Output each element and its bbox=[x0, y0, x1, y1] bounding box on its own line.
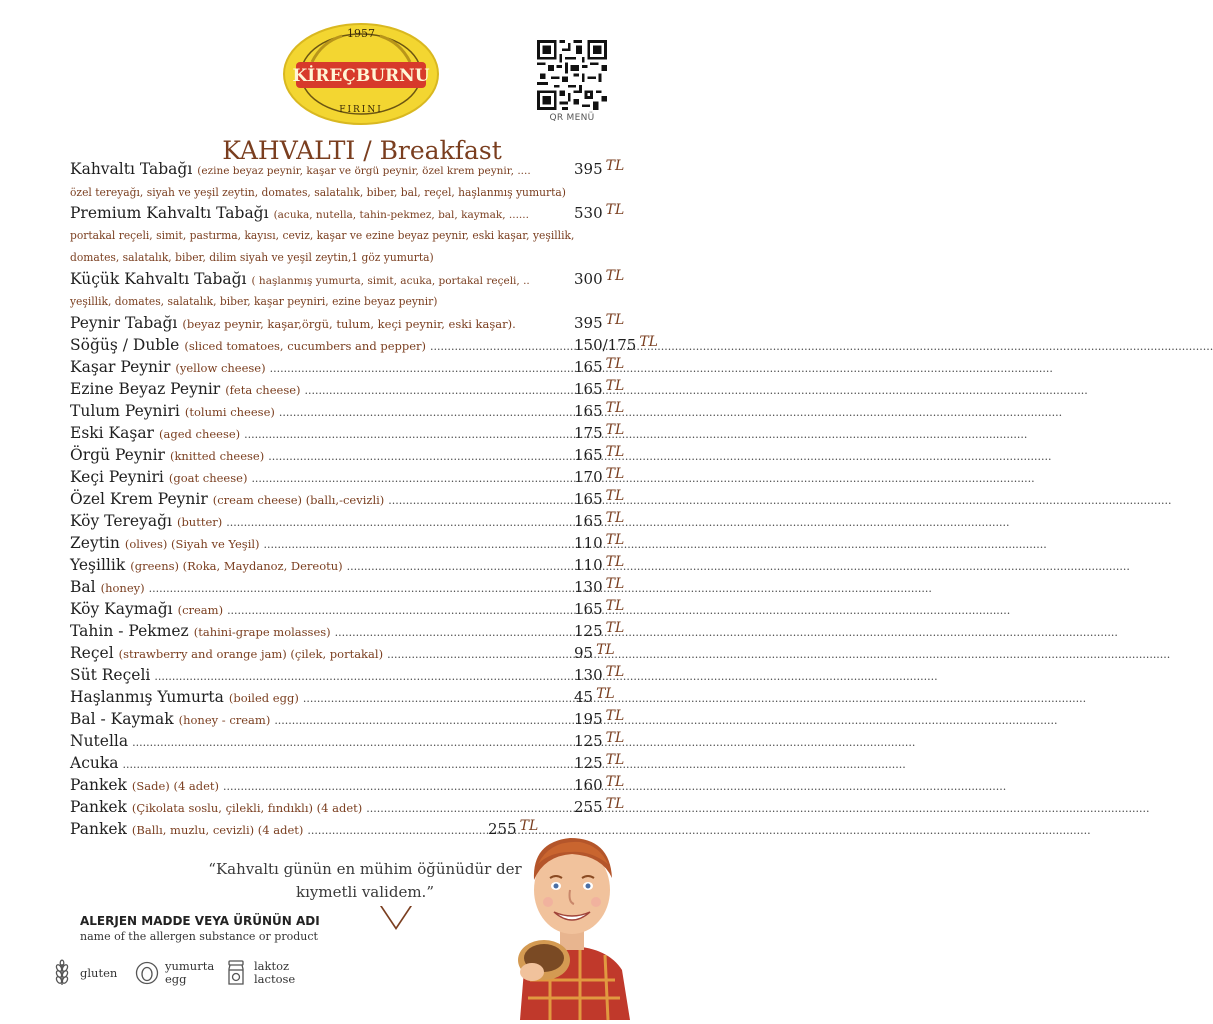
menu-item bbox=[70, 710, 670, 732]
menu-item bbox=[70, 776, 670, 798]
item-name: Zeytin bbox=[70, 534, 120, 552]
item-desc: (beyaz peynir, kaşar,örgü, tulum, keçi peynir, eski kaşar). bbox=[182, 317, 516, 331]
item-price: 125 TL bbox=[574, 752, 625, 772]
dot-leader bbox=[430, 340, 562, 353]
item-price: 530 TL bbox=[574, 202, 625, 222]
allergen-label: gluten bbox=[80, 965, 118, 980]
allergen-gluten bbox=[50, 960, 117, 986]
allergen-title: ALERJEN MADDE VEYA ÜRÜNÜN ADI bbox=[80, 914, 320, 928]
item-price: 175 TL bbox=[574, 422, 625, 442]
allergen-label-en: lactose bbox=[254, 972, 296, 986]
item-name: Köy Tereyağı bbox=[70, 512, 172, 530]
item-name: Ezine Beyaz Peynir bbox=[70, 380, 221, 398]
dot-leader bbox=[270, 362, 562, 375]
page-title: KAHVALTI / Breakfast bbox=[222, 136, 502, 165]
logo-sub: FIRINI bbox=[339, 105, 383, 115]
dot-leader bbox=[279, 406, 562, 419]
menu-item bbox=[70, 358, 670, 380]
item-name: Premium Kahvaltı Tabağı bbox=[70, 204, 269, 222]
dot-leader bbox=[149, 582, 562, 595]
item-price: 195 TL bbox=[574, 708, 625, 728]
item-price: 165 TL bbox=[574, 356, 625, 376]
item-desc: (greens) (Roka, Maydanoz, Dereotu) bbox=[130, 559, 343, 573]
menu-item bbox=[70, 402, 670, 424]
dot-leader bbox=[223, 780, 562, 793]
item-desc: (strawberry and orange jam) (çilek, portakal) bbox=[118, 647, 384, 661]
item-price: 165 TL bbox=[574, 488, 625, 508]
menu-item bbox=[70, 600, 670, 622]
item-name: Nutella bbox=[70, 732, 129, 750]
item-price: 160 TL bbox=[574, 774, 625, 794]
allergen-subtitle: name of the allergen substance or product bbox=[80, 930, 318, 943]
item-name: Tahin - Pekmez bbox=[70, 622, 189, 640]
item-price: 125 TL bbox=[574, 620, 625, 640]
allergen-egg bbox=[135, 960, 214, 986]
item-name: Özel Krem Peynir bbox=[70, 490, 208, 508]
item-name: Örgü Peynir bbox=[70, 446, 165, 464]
item-price: 255 TL bbox=[574, 796, 625, 816]
item-price: 165 TL bbox=[574, 378, 625, 398]
menu-item bbox=[70, 490, 670, 512]
dot-leader bbox=[264, 538, 562, 551]
wheat-icon bbox=[50, 960, 74, 986]
item-name: Keçi Peyniri bbox=[70, 468, 164, 486]
item-price: 95 TL bbox=[574, 642, 615, 662]
allergen-label: laktoz bbox=[254, 959, 290, 973]
bakery-logo bbox=[282, 22, 440, 126]
item-name: Peynir Tabağı bbox=[70, 314, 178, 332]
item-desc: (cream cheese) (ballı,-cevizli) bbox=[212, 493, 385, 507]
dot-leader bbox=[268, 450, 562, 463]
item-desc: (feta cheese) bbox=[225, 383, 301, 397]
menu-item bbox=[70, 336, 670, 358]
item-name: Reçel bbox=[70, 644, 114, 662]
dot-leader bbox=[227, 604, 562, 617]
menu-item bbox=[70, 732, 670, 754]
dot-leader bbox=[305, 384, 562, 397]
item-price: 395 TL bbox=[574, 312, 625, 332]
menu-item bbox=[70, 556, 670, 578]
item-name: Köy Kaymağı bbox=[70, 600, 173, 618]
menu-item bbox=[70, 270, 670, 314]
item-desc-cont: özel tereyağı, siyah ve yeşil zeytin, domates, salatalık, biber, bal, reçel, haşlanmış yumurta) bbox=[70, 186, 566, 199]
menu-item bbox=[70, 204, 670, 270]
item-price: 125 TL bbox=[574, 730, 625, 750]
dot-leader bbox=[244, 428, 562, 441]
dot-leader bbox=[123, 758, 563, 771]
quote-text: “Kahvaltı günün en mühim öğünüdür der kıymetli validem.” bbox=[208, 860, 522, 901]
item-name: Küçük Kahvaltı Tabağı bbox=[70, 270, 247, 288]
item-desc: (aged cheese) bbox=[158, 427, 241, 441]
item-desc: (knitted cheese) bbox=[169, 449, 265, 463]
item-price: 165 TL bbox=[574, 598, 625, 618]
menu-item bbox=[70, 688, 670, 710]
item-name: Pankek bbox=[70, 820, 127, 838]
allergen-label: yumurta bbox=[165, 959, 215, 973]
item-desc: (yellow cheese) bbox=[175, 361, 266, 375]
item-name: Pankek bbox=[70, 776, 127, 794]
item-price: 110 TL bbox=[574, 532, 625, 552]
item-price: 395 TL bbox=[574, 158, 625, 178]
menu-item bbox=[70, 622, 670, 644]
dot-leader bbox=[226, 516, 562, 529]
menu-item bbox=[70, 754, 670, 776]
dot-leader bbox=[132, 736, 562, 749]
dot-leader bbox=[347, 560, 562, 573]
allergen-label-en: egg bbox=[165, 972, 187, 986]
item-price: 300 TL bbox=[574, 268, 625, 288]
item-desc: (sliced tomatoes, cucumbers and pepper) bbox=[184, 339, 427, 353]
dot-leader bbox=[366, 802, 562, 815]
item-desc: (Çikolata soslu, çilekli, fındıklı) (4 adet) bbox=[131, 801, 363, 815]
item-desc: ( haşlanmış yumurta, simit, acuka, portakal reçeli, .. bbox=[251, 275, 530, 287]
menu-item bbox=[70, 380, 670, 402]
menu-item bbox=[70, 644, 670, 666]
item-desc: (ezine beyaz peynir, kaşar ve örgü peynir, özel krem peynir, .... bbox=[197, 165, 531, 177]
item-name: Süt Reçeli bbox=[70, 666, 151, 684]
item-name: Bal - Kaymak bbox=[70, 710, 174, 728]
item-name: Söğüş / Duble bbox=[70, 336, 180, 354]
item-name: Yeşillik bbox=[70, 556, 126, 574]
item-price: 165 TL bbox=[574, 400, 625, 420]
item-desc-cont: yeşillik, domates, salatalık, biber, kaşar peyniri, ezine beyaz peynir) bbox=[70, 295, 438, 308]
menu-item bbox=[70, 666, 670, 688]
item-name: Acuka bbox=[70, 754, 119, 772]
item-desc: (acuka, nutella, tahin-pekmez, bal, kaymak, ...... bbox=[273, 209, 529, 221]
menu-item bbox=[70, 534, 670, 556]
menu-item bbox=[70, 798, 670, 820]
allergen-lactose bbox=[224, 960, 295, 986]
item-price: 130 TL bbox=[574, 664, 625, 684]
dot-leader bbox=[154, 670, 562, 683]
item-name: Eski Kaşar bbox=[70, 424, 154, 442]
item-price: 130 TL bbox=[574, 576, 625, 596]
item-desc-cont: portakal reçeli, simit, pastırma, kayısı, ceviz, kaşar ve ezine beyaz peynir, eski kaşar, yeşillik, bbox=[70, 229, 575, 242]
menu-item bbox=[70, 446, 670, 468]
item-price: 165 TL bbox=[574, 444, 625, 464]
qr-code-icon[interactable] bbox=[537, 40, 607, 110]
dot-leader bbox=[251, 472, 562, 485]
menu-item bbox=[70, 468, 670, 490]
item-name: Tulum Peyniri bbox=[70, 402, 180, 420]
menu-item bbox=[70, 578, 670, 600]
item-name: Bal bbox=[70, 578, 96, 596]
speech-tail-icon bbox=[380, 906, 412, 930]
item-name: Kaşar Peynir bbox=[70, 358, 171, 376]
dot-leader bbox=[307, 824, 484, 837]
menu-item bbox=[70, 160, 670, 204]
dot-leader bbox=[388, 494, 562, 507]
qr-menu-label: QR MENÜ bbox=[549, 113, 595, 123]
item-desc: (boiled egg) bbox=[228, 691, 299, 705]
item-price: 45 TL bbox=[574, 686, 615, 706]
breakfast-menu bbox=[70, 160, 670, 842]
menu-item bbox=[70, 424, 670, 446]
item-price: 170 TL bbox=[574, 466, 625, 486]
item-name: Haşlanmış Yumurta bbox=[70, 688, 224, 706]
item-name: Kahvaltı Tabağı bbox=[70, 160, 193, 178]
item-desc: (Sade) (4 adet) bbox=[131, 779, 220, 793]
dot-leader bbox=[387, 648, 562, 661]
item-desc: (goat cheese) bbox=[168, 471, 248, 485]
item-desc: (honey) bbox=[100, 581, 145, 595]
egg-icon bbox=[135, 960, 159, 986]
logo-year: 1957 bbox=[347, 27, 375, 40]
item-desc: (olives) (Siyah ve Yeşil) bbox=[124, 537, 260, 551]
dot-leader bbox=[274, 714, 562, 727]
dot-leader bbox=[303, 692, 562, 705]
item-desc: (butter) bbox=[176, 515, 223, 529]
boy-eating-bread-illustration bbox=[510, 820, 635, 1020]
item-desc: (Ballı, muzlu, cevizli) (4 adet) bbox=[131, 823, 304, 837]
item-price: 255 TL bbox=[488, 818, 539, 838]
menu-item bbox=[70, 314, 670, 336]
item-price: 110 TL bbox=[574, 554, 625, 574]
item-name: Pankek bbox=[70, 798, 127, 816]
item-desc: (honey - cream) bbox=[178, 713, 271, 727]
item-price: 165 TL bbox=[574, 510, 625, 530]
dot-leader bbox=[335, 626, 562, 639]
logo-name: KİREÇBURNU bbox=[292, 66, 430, 86]
item-desc: (cream) bbox=[177, 603, 224, 617]
item-desc: (tolumi cheese) bbox=[184, 405, 275, 419]
item-desc: (tahini-grape molasses) bbox=[193, 625, 331, 639]
item-price: 150/175 TL bbox=[574, 334, 658, 354]
menu-item bbox=[70, 512, 670, 534]
milk-icon bbox=[224, 960, 248, 986]
item-desc-cont: domates, salatalık, biber, dilim siyah ve yeşil zeytin,1 göz yumurta) bbox=[70, 251, 434, 264]
